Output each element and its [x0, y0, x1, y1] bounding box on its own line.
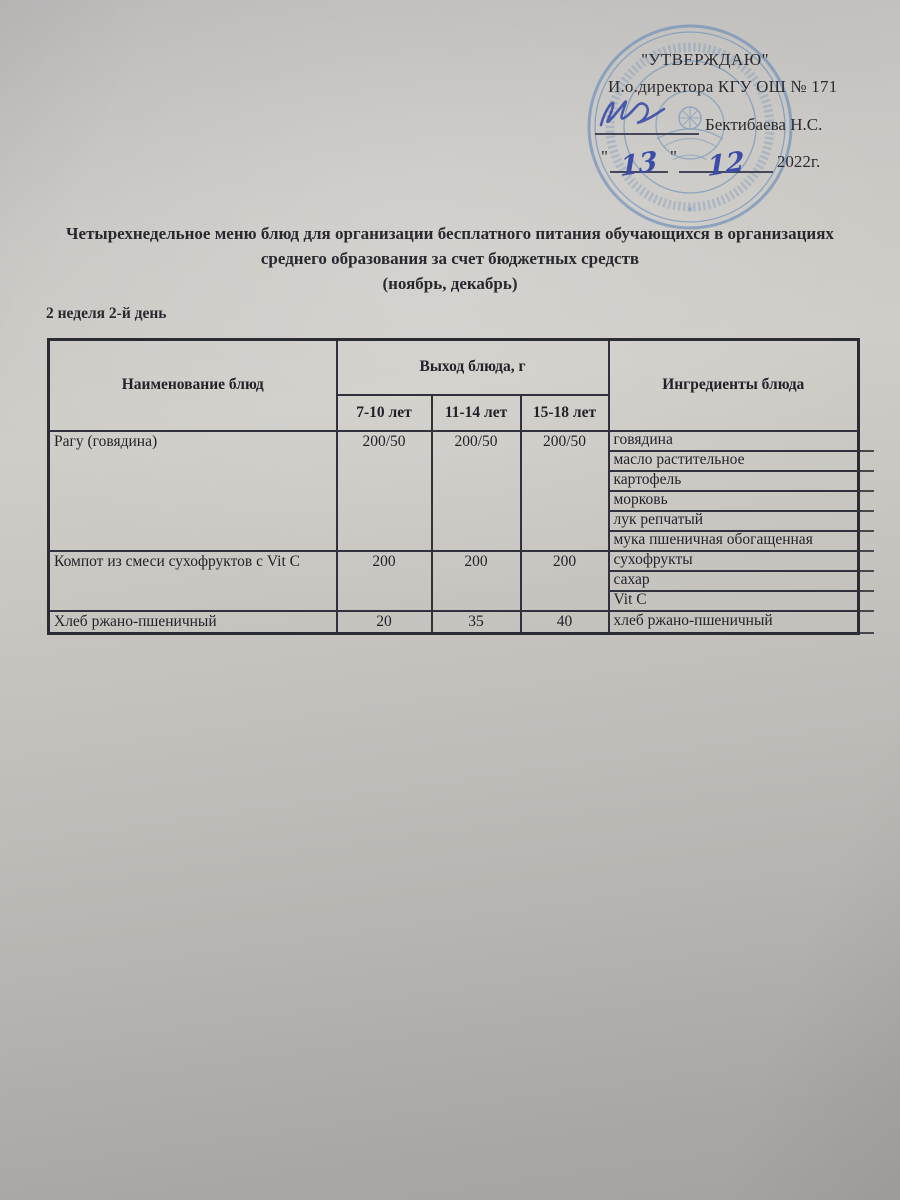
portion-value-cell: 200/50: [432, 431, 521, 551]
menu-table-body: [49, 431, 859, 634]
header-ingredients: Ингредиенты блюда: [609, 340, 859, 431]
approve-word: "УТВЕРЖДАЮ": [641, 50, 769, 69]
portion-value-cell: 200: [337, 551, 432, 611]
portion-value-cell: 200: [521, 551, 609, 611]
header-portion: Выход блюда, г: [337, 340, 609, 395]
date-quote-open: ": [601, 146, 608, 166]
header-dish-name: Наименование блюд: [49, 340, 337, 431]
header-age-group-3: 15-18 лет: [521, 395, 609, 431]
date-month-line: [679, 141, 773, 183]
ingredient-cell: масло растительное: [609, 451, 859, 471]
date-quote-close: ": [669, 146, 677, 166]
header-age-group-2: 11-14 лет: [432, 395, 521, 431]
menu-row: [49, 551, 859, 571]
menu-table: [47, 338, 860, 635]
week-day-label: 2 неделя 2-й день: [46, 305, 167, 322]
ingredient-cell: Vit C: [609, 591, 859, 611]
title-line-2: среднего образования за счет бюджетных средств: [260, 249, 640, 268]
signature-row: [595, 103, 857, 135]
portion-value-cell: 200: [432, 551, 521, 611]
ingredient-cell: морковь: [609, 491, 859, 511]
portion-value-cell: 40: [521, 611, 609, 634]
portion-value-cell: 35: [432, 611, 521, 634]
menu-row: [49, 431, 859, 451]
portion-value-cell: 20: [337, 611, 432, 634]
ingredient-cell: сахар: [609, 571, 859, 591]
portion-value-cell: 200/50: [337, 431, 432, 551]
ingredient-cell: говядина: [609, 431, 859, 451]
title-line-3: (ноябрь, декабрь): [382, 274, 518, 293]
ingredient-cell: мука пшеничная обогащенная: [609, 531, 859, 551]
document-title: [0, 221, 900, 296]
handwritten-day: 13: [620, 145, 658, 183]
dish-name-cell: Рагу (говядина): [49, 431, 337, 551]
handwritten-month: 12: [707, 145, 745, 183]
approval-block: [595, 48, 857, 183]
menu-table-head: [49, 340, 859, 431]
signature-line: [595, 105, 699, 135]
handwritten-signature-icon: [591, 91, 703, 135]
portion-value-cell: 200/50: [521, 431, 609, 551]
signer-name: Бектибаева Н.С.: [705, 114, 823, 134]
header-age-group-1: 7-10 лет: [337, 395, 432, 431]
title-line-1: Четырехнедельное меню блюд для организации бесплатного питания обучающихся в организациях: [66, 224, 834, 243]
svg-text:✶: ✶: [685, 204, 695, 216]
ingredient-cell: лук репчатый: [609, 511, 859, 531]
ingredient-cell: сухофрукты: [609, 551, 859, 571]
date-day-line: [610, 141, 668, 183]
date-row: [595, 139, 857, 183]
menu-row: [49, 611, 859, 634]
ingredient-cell: картофель: [609, 471, 859, 491]
date-year: 2022г.: [776, 151, 821, 171]
dish-name-cell: Компот из смеси сухофруктов с Vit C: [49, 551, 337, 611]
ingredient-cell: хлеб ржано-пшеничный: [609, 611, 859, 634]
director-line: И.о.директора КГУ ОШ № 171: [608, 76, 838, 96]
dish-name-cell: Хлеб ржано-пшеничный: [49, 611, 337, 634]
